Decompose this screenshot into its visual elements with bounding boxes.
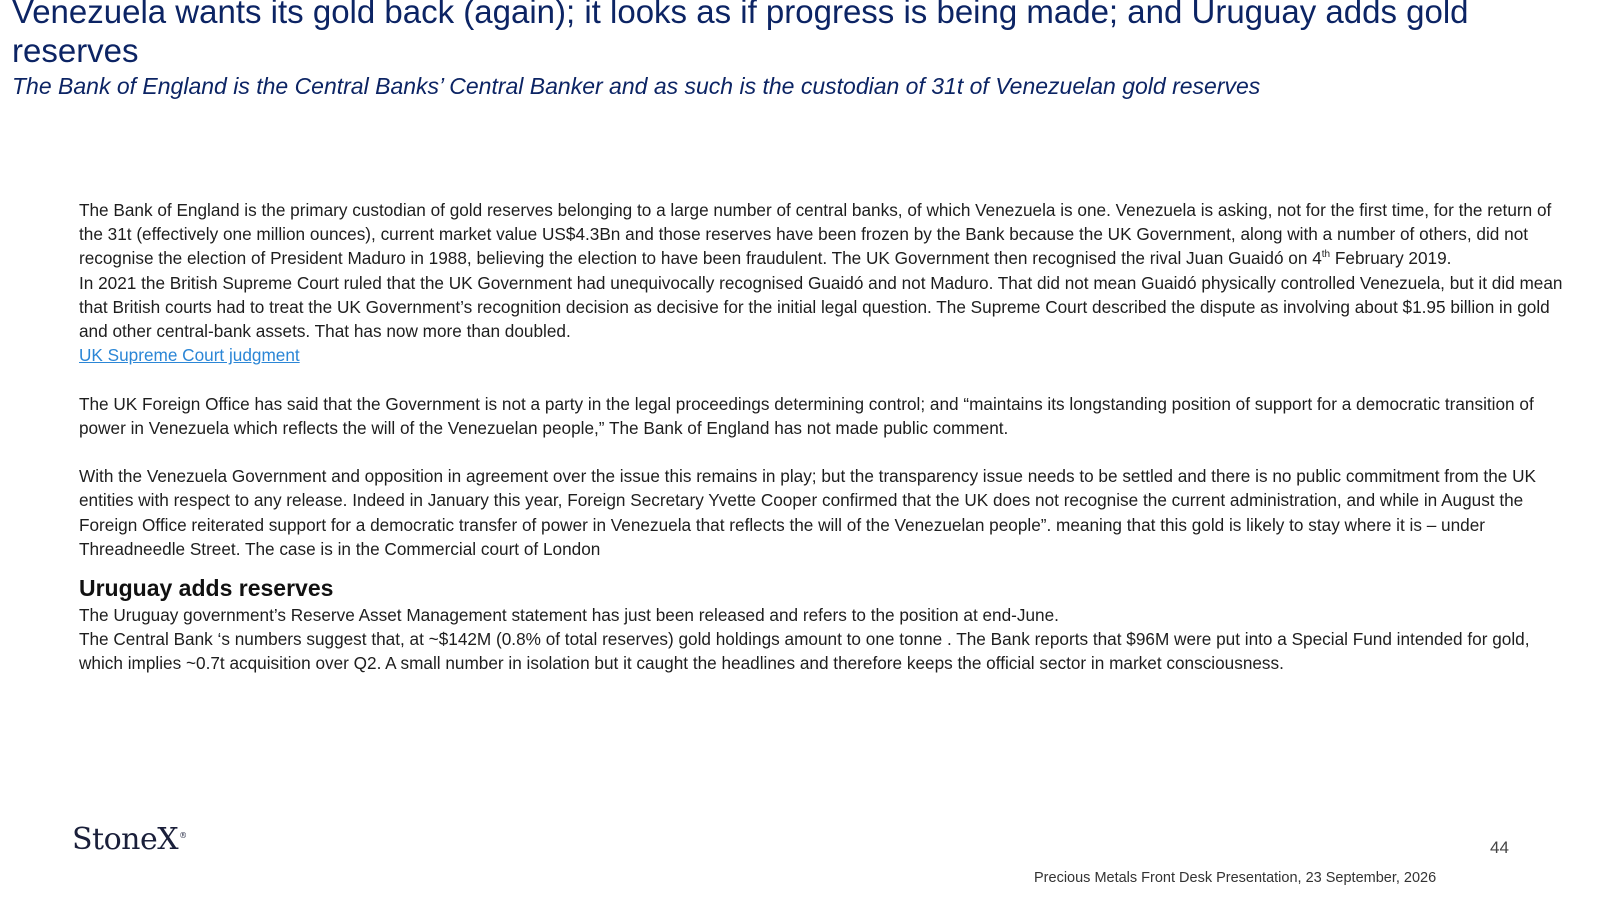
supreme-court-judgment-link[interactable]: UK Supreme Court judgment [79,345,300,366]
page-number: 44 [1490,838,1509,857]
section-heading-uruguay: Uruguay adds reserves [79,575,334,602]
paragraph-uruguay-statement: The Uruguay government’s Reserve Asset Management statement has just been released and refers to the position at end-June. [79,605,1059,626]
slide-subtitle: The Bank of England is the Central Banks’ Central Banker and as such is the custodian of 31t of Venezuelan gold reserves [12,73,1261,99]
paragraph-text-end: February 2019. [1330,248,1452,269]
spacer [79,440,1569,464]
paragraph-foreign-office: The UK Foreign Office has said that the Government is not a party in the legal proceedings determining control; and “maintains its longstanding position of support for a democratic transition of power in Venezuela which reflects the will of the Venezuelan people,” The Bank of England has not made public comment. [79,393,1534,438]
slide-title: Venezuela wants its gold back (again); it looks as if progress is being made; and Uruguay adds gold reserves [12,0,1469,69]
stonex-logo [72,822,187,857]
paragraph-text: The Bank of England is the primary custodian of gold reserves belonging to a large number of central banks, of which Venezuela is one. Venezuela is asking, not for the first time, for the return of the 31t (effectively one million ounces), current market value US$4.3Bn and those reserves have been frozen by the Bank because the UK Government, along with a number of others, did not recognise the election of President Maduro in 1988, believing the election to have been fraudulent. The UK Government then recognised the rival Juan Guaidó on 4 [79,200,1552,269]
paragraph-transparency: With the Venezuela Government and opposition in agreement over the issue this remains in play; but the transparency issue needs to be settled and there is no public commitment from the UK entities with respect to any release. Indeed in January this year, Foreign Secretary Yvette Cooper confirmed that the UK does not recognise the current administration, and while in August the Foreign Office reiterated support for a democratic transfer of power in Venezuela that reflects the will of the Venezuelan people”. meaning that this gold is likely to stay where it is – under Threadneedle Street. The case is in the Commercial court of London [79,466,1536,559]
ordinal-suffix: th [1321,248,1331,260]
spacer [79,367,1569,391]
paragraph-supreme-court: In 2021 the British Supreme Court ruled that the UK Government had unequivocally recognised Guaidó and not Maduro. That did not mean Guaidó physically controlled Venezuela, but it did mean that British courts had to treat the UK Government’s recognition decision as decisive for the initial legal question. The Supreme Court described the dispute as involving about $1.95 billion in gold and other central-bank assets. That has now more than doubled. [79,272,1563,342]
logo-text: StoneX [72,822,179,857]
paragraph-uruguay-numbers: The Central Bank ‘s numbers suggest that, at ~$142M (0.8% of total reserves) gold holdings amount to one tonne . The Bank reports that $96M were put into a Special Fund intended for gold, which implies ~0.7t acquisition over Q2. A small number in isolation but it caught the headlines and therefore keeps the official sector in market consciousness. [79,629,1530,674]
registered-mark: ® [179,831,187,840]
footer-caption: Precious Metals Front Desk Presentation, 23 September, 2026 [1034,870,1437,886]
body-text [79,198,1569,676]
paragraph-bank-of-england [79,198,1569,271]
